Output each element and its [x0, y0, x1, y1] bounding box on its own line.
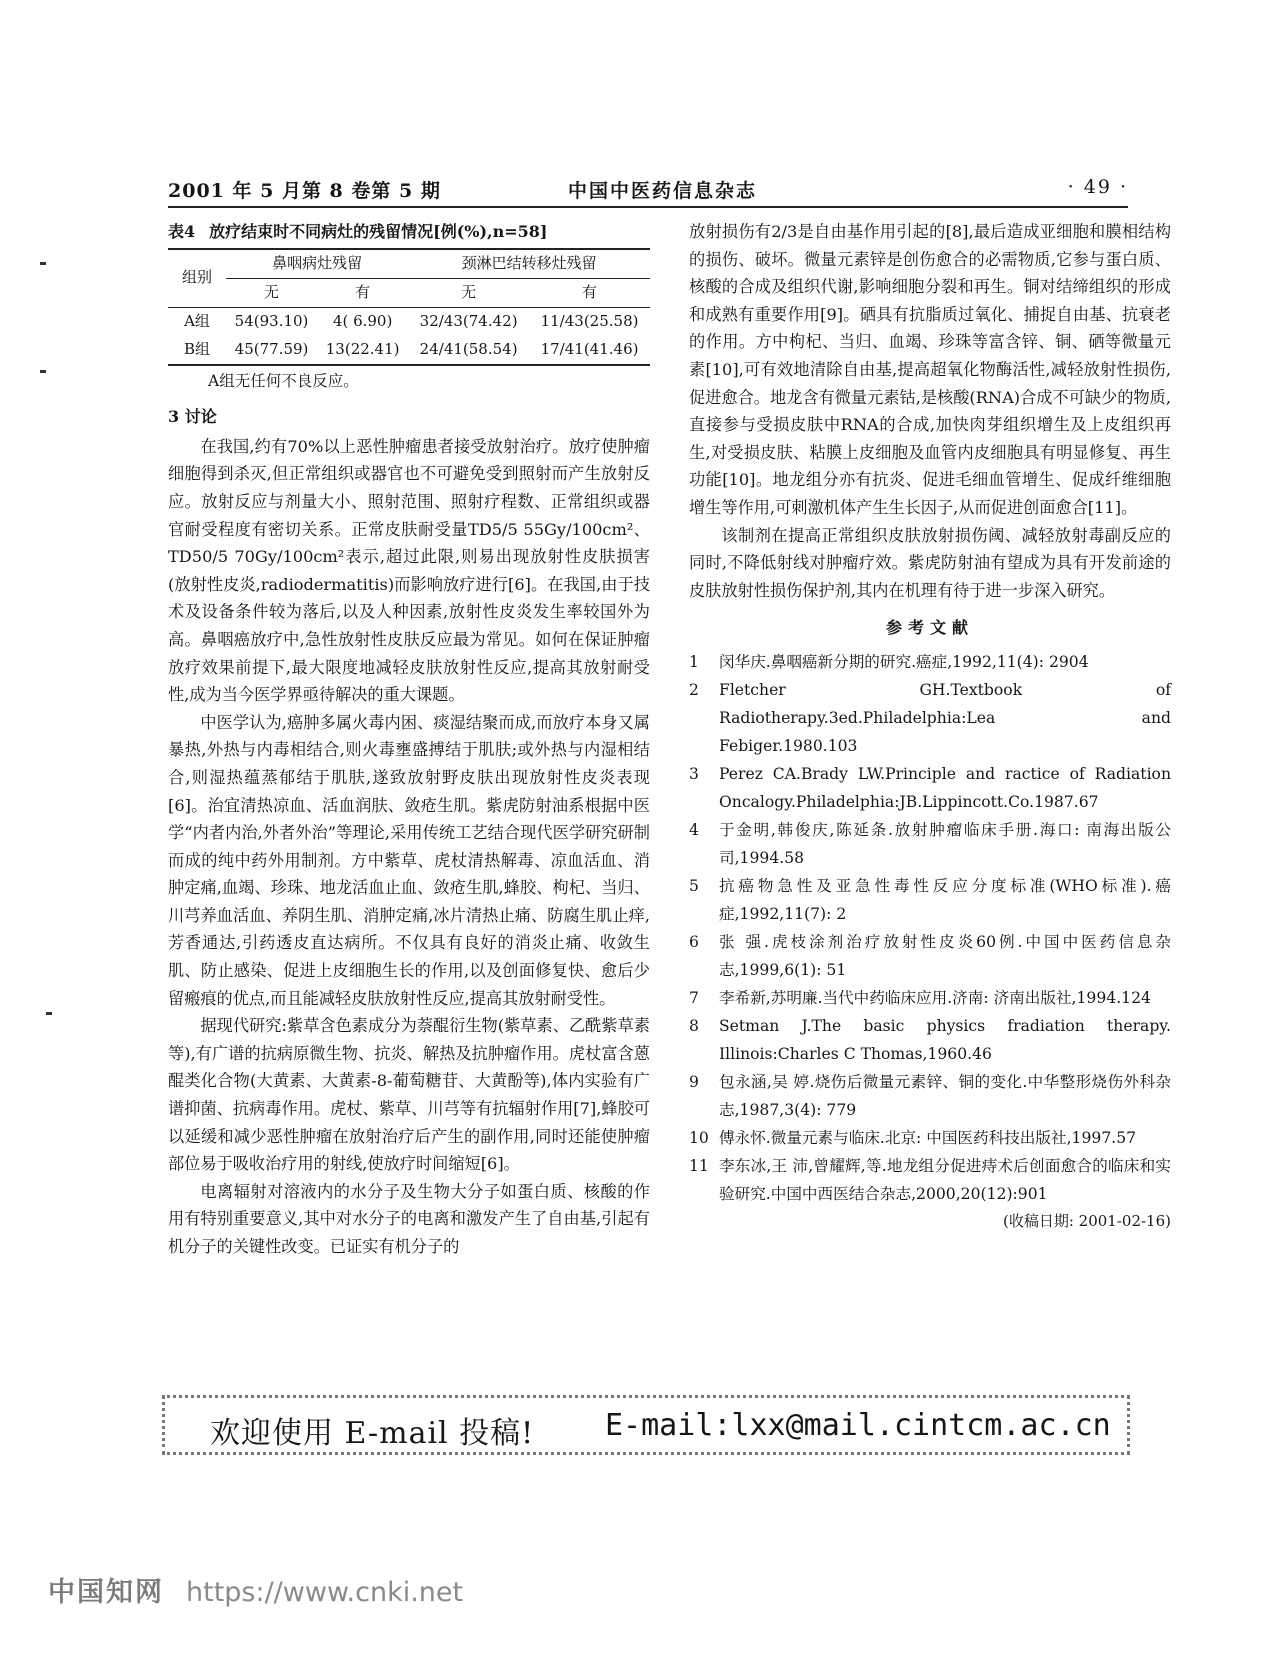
banner-invite-text: 欢迎使用 E-mail 投稿! — [210, 1416, 535, 1451]
table-cell: 24/41(58.54) — [408, 336, 529, 365]
table-cell: 17/41(41.46) — [529, 336, 650, 365]
body-paragraph: 放射损伤有2/3是自由基作用引起的[8],最后造成亚细胞和膜相结构的损伤、破坏。微量元素锌是创伤愈合的必需物质,它参与蛋白质、核酸的合成及组织代谢,影响细胞分裂和再生。铜对结缔组织的形成和成熟有重要作用[9]。硒具有抗脂质过氧化、捕捉自由基、抗衰老的作用。方中枸杞、当归、血竭、珍珠等富含锌、铜、硒等微量元素[10],可有效地清除自由基,提高超氧化物酶活性,减轻放射性损伤,促进愈合。地龙含有微量元素钴,是核酸(RNA)合成不可缺少的物质,直接参与受损皮肤中RNA的合成,加快肉芽组织增生及上皮组织再生,对受损皮肤、粘膜上皮细胞及血管内皮细胞具有明显修复、再生功能[10]。地龙组分亦有抗炎、促进毛细血管增生、促成纤维细胞增生等作用,可刺激机体产生生长因子,从而促进创面愈合[11]。 — [689, 222, 1171, 517]
table-cell: 54(93.10) — [234, 311, 309, 330]
margin-mark — [40, 370, 46, 373]
reference-text: 李希新,苏明廉.当代中药临床应用.济南: 济南出版社,1994.124 — [719, 988, 1151, 1007]
reference-number: 10 — [689, 1128, 709, 1147]
email-submission-banner — [162, 1395, 1130, 1455]
reference-number: 5 — [689, 876, 699, 895]
reference-text: 张 强.虎枝涂剂治疗放射性皮炎60例.中国中医药信息杂志,1999,6(1): 51 — [719, 932, 1171, 979]
table-caption — [168, 218, 650, 246]
table-number: 表4 — [168, 222, 196, 241]
table-cell: A组 — [184, 311, 210, 330]
table-group-header: 组别 — [168, 249, 226, 308]
body-paragraph: 据现代研究:紫草含色素成分为萘醌衍生物(紫草素、乙酰紫草素等),有广谱的抗病原微生物、抗炎、解热及抗肿瘤作用。虎杖富含蒽醌类化合物(大黄素、大黄素-8-葡萄糖苷、大黄酚等),体内实验有广谱抑菌、抗病毒作用。虎杖、紫草、川芎等有抗辐射作用[7],蜂胶可以延缓和减少恶性肿瘤在放射治疗后产生的副作用,同时还能使肿瘤部位易于吸收治疗用的射线,使放疗时间缩短[6]。 — [168, 1016, 650, 1174]
body-paragraph: 在我国,约有70%以上恶性肿瘤患者接受放射治疗。放疗使肿瘤细胞得到杀灭,但正常组织或器官也不可避免受到照射而产生放射反应。放射反应与剂量大小、照射范围、照射疗程数、正常组织或器官耐受程度有密切关系。正常皮肤耐受量TD5/5 55Gy/100cm²、TD50/5 70Gy/100cm²表示,超过此限,则易出现放射性皮肤损害(放射性皮炎,radiodermatitis)而影响放疗进行[6]。在我国,由于技术及设备条件较为落后,以及人种因素,放射性皮炎发生率较国外为高。鼻咽癌放疗中,急性放射性皮肤反应最为常见。如何在保证肿瘤放疗效果前提下,最大限度地减轻皮肤放射性反应,提高其放射耐受性,成为当今医学界亟待解决的重大课题。 — [168, 436, 650, 705]
left-column — [168, 218, 650, 1261]
reference-item — [689, 676, 1171, 760]
table-cell: 45(77.59) — [226, 336, 317, 365]
table-subheader: 有 — [317, 278, 408, 307]
received-date: (收稿日期: 2001-02-16) — [1002, 1211, 1171, 1230]
reference-text: Perez CA.Brady LW.Principle and ractice of Radiation Oncalogy.Philadelphia:JB.Lippincott.Co.1987.67 — [719, 764, 1171, 811]
reference-number: 9 — [689, 1072, 699, 1091]
reference-item — [689, 760, 1171, 816]
table-colgroup-nasopharynx: 鼻咽病灶残留 — [226, 249, 408, 279]
references-title: 参考文献 — [885, 618, 974, 638]
table-cell: 4( 6.90) — [332, 311, 393, 330]
reference-item — [689, 1068, 1171, 1124]
reference-text: 于金明,韩俊庆,陈延条.放射肿瘤临床手册.海口: 南海出版公司,1994.58 — [719, 820, 1171, 867]
reference-number: 3 — [689, 764, 699, 783]
reference-item — [689, 872, 1171, 928]
reference-list — [689, 648, 1171, 1208]
reference-number: 7 — [689, 988, 699, 1007]
reference-number: 6 — [689, 932, 699, 951]
margin-mark — [40, 262, 46, 265]
page-number: · 49 · — [1067, 176, 1128, 198]
cnki-watermark — [48, 1570, 463, 1609]
reference-item — [689, 816, 1171, 872]
running-header — [168, 176, 1128, 206]
reference-number: 8 — [689, 1016, 699, 1035]
table-title: 放疗结束时不同病灶的残留情况[例(%),n=58] — [209, 222, 548, 241]
table-row — [168, 336, 650, 365]
reference-number: 4 — [689, 820, 699, 839]
reference-item — [689, 648, 1171, 676]
reference-item — [689, 984, 1171, 1012]
reference-item — [689, 1012, 1171, 1068]
journal-title: 中国中医药信息杂志 — [568, 180, 758, 202]
table-row — [168, 307, 650, 336]
table-subheader: 无 — [226, 278, 317, 307]
reference-text: 傅永怀.微量元素与临床.北京: 中国医药科技出版社,1997.57 — [719, 1128, 1137, 1147]
reference-text: 抗癌物急性及亚急性毒性反应分度标准(WHO标准).癌症,1992,11(7): 2 — [719, 876, 1171, 923]
table-subheader: 有 — [529, 278, 650, 307]
reference-text: Fletcher GH.Textbook of Radiotherapy.3ed.Philadelphia:Lea and Febiger.1980.103 — [719, 680, 1171, 755]
cnki-url[interactable]: https://www.cnki.net — [186, 1577, 464, 1608]
body-paragraph: 该制剂在提高正常组织皮肤放射损伤阈、减轻放射毒副反应的同时,不降低射线对肿瘤疗效。紫虎防射油有望成为具有开发前途的皮肤放射性损伤保护剂,其内在机理有待于进一步深入研究。 — [689, 525, 1171, 600]
reference-number: 11 — [689, 1156, 709, 1175]
reference-text: 李东冰,王 沛,曾耀辉,等.地龙组分促进痔术后创面愈合的临床和实验研究.中国中西医结合杂志,2000,20(12):901 — [719, 1156, 1171, 1203]
cnki-brand: 中国知网 — [48, 1577, 164, 1608]
reference-text: Setman J.The basic physics fradiation therapy. Illinois:Charles C Thomas,1960.46 — [719, 1016, 1171, 1063]
issue-info: 2001 年 5 月第 8 卷第 5 期 — [168, 180, 441, 202]
table-cell: 13(22.41) — [317, 336, 408, 365]
body-paragraph: 中医学认为,癌肿多属火毒内困、痰湿结聚而成,而放疗本身又属暴热,外热与内毒相结合,则火毒壅盛搏结于肌肤;或外热与内湿相结合,则湿热蕴蒸郁结于肌肤,遂致放射野皮肤出现放射性皮炎表现[6]。治宜清热凉血、活血润肤、敛疮生肌。紫虎防射油系根据中医学“内者内治,外者外治”等理论,采用传统工艺结合现代医学研究研制而成的纯中药外用制剂。方中紫草、虎杖清热解毒、凉血活血、消肿定痛,血竭、珍珠、地龙活血止血、敛疮生肌,蜂胶、枸杞、当归、川芎养血活血、养阴生肌、消肿定痛,冰片清热止痛、防腐生肌止痒,芳香通达,引药透皮直达病所。不仅具有良好的消炎止痛、收敛生肌、防止感染、促进上皮细胞生长的作用,以及创面修复快、愈后少留瘢痕的优点,而且能减轻皮肤放射性反应,提高其放射耐受性。 — [168, 712, 650, 1008]
body-paragraph: 电离辐射对溶液内的水分子及生物大分子如蛋白质、核酸的作用有特别重要意义,其中对水分子的电离和激发产生了自由基,引起有机分子的关键性改变。已证实有机分子的 — [168, 1181, 650, 1256]
reference-text: 包永涵,吴 婷.烧伤后微量元素锌、铜的变化.中华整形烧伤外科杂志,1987,3(4): 779 — [719, 1072, 1171, 1119]
reference-item — [689, 1152, 1171, 1208]
right-column — [689, 218, 1171, 1236]
table-subheader: 无 — [408, 278, 529, 307]
banner-email-address[interactable]: E-mail:lxx@mail.cintcm.ac.cn — [605, 1408, 1111, 1443]
reference-text: 闵华庆.鼻咽癌新分期的研究.癌症,1992,11(4): 2904 — [719, 652, 1089, 671]
residual-lesion-table — [168, 248, 650, 366]
margin-mark — [46, 1012, 52, 1015]
reference-number: 1 — [689, 652, 699, 671]
reference-item — [689, 1124, 1171, 1152]
section-heading: 3 讨论 — [168, 407, 217, 427]
table-colgroup-lymph: 颈淋巴结转移灶残留 — [408, 249, 650, 279]
reference-number: 2 — [689, 680, 699, 699]
table-cell: B组 — [168, 336, 226, 365]
table-cell: 11/43(25.58) — [540, 311, 639, 330]
table-note: A组无任何不良反应。 — [208, 371, 359, 390]
table-cell: 32/43(74.42) — [419, 311, 518, 330]
header-rule — [168, 206, 1128, 208]
reference-item — [689, 928, 1171, 984]
